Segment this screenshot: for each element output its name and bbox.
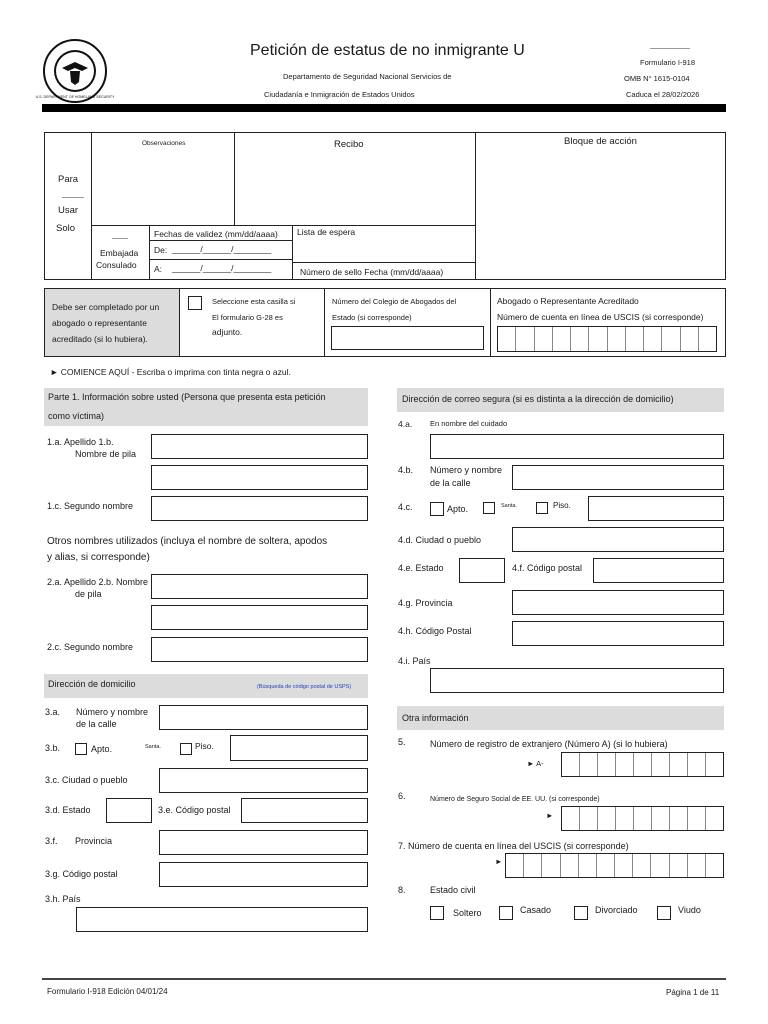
field-2ab-label-2: de pila	[75, 589, 102, 599]
consulado-label: Consulado	[96, 260, 137, 270]
in-care-of-input[interactable]	[430, 434, 724, 459]
single-label: Soltero	[453, 908, 482, 918]
widowed-label: Viudo	[678, 905, 701, 915]
rep-label-1: Abogado o Representante Acreditado	[497, 296, 639, 306]
office-para: Para	[58, 174, 79, 185]
field-1ab-label-1: 1.a. Apellido 1.b.	[47, 437, 114, 447]
rep-uscis-account-input[interactable]	[497, 326, 717, 352]
attorney-intro-2: abogado o representante	[52, 318, 147, 328]
attorney-intro-3: acreditado (si lo hubiera).	[52, 334, 148, 344]
field-3g-label: 3.g. Código postal	[45, 869, 118, 879]
home-state-input[interactable]	[106, 798, 152, 823]
field-6-label: Número de Seguro Social de EE. UU. (si corresponde)	[430, 796, 600, 803]
given-name-input[interactable]	[151, 465, 368, 490]
lista-espera-label: Lista de espera	[297, 227, 356, 237]
other-given-name-input[interactable]	[151, 605, 368, 630]
dept-line-2: Ciudadanía e Inmigración de Estados Unidos	[264, 90, 415, 99]
dept-line-1: Departamento de Seguridad Nacional Servicios de	[283, 72, 452, 81]
field-3f-label: Provincia	[75, 836, 113, 846]
a-label: A:	[154, 264, 163, 274]
recibo-label: Recibo	[334, 139, 364, 150]
married-checkbox[interactable]	[499, 906, 513, 920]
other-names-heading-2: y alias, si corresponde)	[47, 552, 150, 563]
omb-number: OMB N° 1615-0104	[624, 74, 690, 83]
home-street-input[interactable]	[159, 705, 368, 730]
field-4e-label: 4.e. Estado	[398, 563, 444, 573]
form-title: Petición de estatus de no inmigrante U	[250, 42, 525, 59]
uscis-account-input[interactable]	[505, 853, 724, 878]
other-names-heading-1: Otros nombres utilizados (incluya el nombre de soltera, apodos	[47, 536, 328, 547]
field-3f-num: 3.f.	[45, 836, 58, 846]
field-3a-label-2: de la calle	[76, 719, 117, 729]
field-4a-num: 4.a.	[398, 419, 413, 429]
home-zip-input[interactable]	[241, 798, 368, 823]
mailing-state-input[interactable]	[459, 558, 505, 583]
rep-label-2: Número de cuenta en línea de USCIS (si corresponde)	[497, 312, 704, 322]
observaciones-label: Observaciones	[142, 140, 186, 147]
field-4c-num: 4.c.	[398, 502, 413, 512]
embajada-label: Embajada	[100, 248, 139, 258]
mailing-country-input[interactable]	[430, 668, 724, 693]
home-ste-label: Santa.	[145, 744, 161, 750]
g28-checkbox[interactable]	[188, 296, 202, 310]
single-checkbox[interactable]	[430, 906, 444, 920]
field-4b-label-2: de la calle	[430, 478, 471, 488]
office-use-block	[44, 132, 726, 280]
field-5-label: Número de registro de extranjero (Número A) (si lo hubiera)	[430, 739, 668, 749]
mailing-postal-code-input[interactable]	[512, 621, 724, 646]
numero-sello-label: Número de sello Fecha (mm/dd/aaaa)	[300, 267, 444, 277]
bloque-label: Bloque de acción	[564, 136, 637, 147]
mailing-city-input[interactable]	[512, 527, 724, 552]
married-label: Casado	[520, 905, 552, 915]
field-5-num: 5.	[398, 737, 406, 747]
form-number: Formulario I-918	[640, 58, 696, 67]
field-4h-label: 4.h. Código Postal	[398, 626, 472, 636]
other-family-name-input[interactable]	[151, 574, 368, 599]
home-apt-checkbox[interactable]	[75, 743, 87, 755]
dhs-seal	[35, 38, 115, 104]
uscis-account-arrow: ►	[495, 857, 503, 866]
field-3c-label: 3.c. Ciudad o pueblo	[45, 775, 128, 785]
bar-number-input[interactable]	[331, 326, 484, 350]
field-3b-num: 3.b.	[45, 743, 61, 753]
usps-link[interactable]: (Búsqueda de código postal de USPS)	[257, 684, 352, 690]
de-date-slashes: ______/______/________	[172, 244, 272, 254]
other-middle-name-input[interactable]	[151, 637, 368, 662]
ssn-arrow: ►	[546, 811, 554, 820]
divorced-checkbox[interactable]	[574, 906, 588, 920]
fechas-validez-label: Fechas de validez (mm/dd/aaaa)	[154, 229, 278, 239]
home-province-input[interactable]	[159, 830, 368, 855]
mailing-province-input[interactable]	[512, 590, 724, 615]
expiration-date: Caduca el 28/02/2026	[626, 90, 700, 99]
field-3e-label: 3.e. Código postal	[158, 805, 231, 815]
header-thick-rule	[42, 104, 726, 112]
mailing-apt-checkbox[interactable]	[430, 502, 444, 516]
de-label: De:	[154, 245, 168, 255]
a-number-input[interactable]	[561, 752, 724, 777]
g28-text-3: adjunto.	[212, 327, 243, 337]
home-postal-code-input[interactable]	[159, 862, 368, 887]
mailing-apt-label: Apto.	[447, 504, 469, 514]
home-unit-number-input[interactable]	[230, 735, 368, 761]
header-small-rule	[650, 48, 690, 49]
start-here-instruction: ► COMIENCE AQUÍ - Escriba o imprima con tinta negra o azul.	[50, 367, 291, 377]
home-country-input[interactable]	[76, 907, 368, 932]
field-6-num: 6.	[398, 791, 406, 801]
mailing-ste-checkbox[interactable]	[483, 502, 495, 514]
field-1c-label: 1.c. Segundo nombre	[47, 501, 134, 511]
attorney-intro-1: Debe ser completado por un	[52, 302, 160, 312]
field-2c-label: 2.c. Segundo nombre	[47, 642, 134, 652]
office-solo: Solo	[56, 223, 76, 234]
part1-heading-1: Parte 1. Información sobre usted (Persona que presenta esta petición	[48, 392, 326, 402]
field-4b-num: 4.b.	[398, 465, 414, 475]
field-4i-label: 4.i. País	[398, 656, 431, 666]
ssn-input[interactable]	[561, 806, 724, 831]
a-date-slashes: ______/______/________	[172, 263, 272, 273]
field-2ab-label-1: 2.a. Apellido 2.b. Nombre	[47, 577, 149, 587]
bar-number-label-1: Número del Colegio de Abogados del	[332, 297, 457, 306]
mailing-flr-label: Piso.	[553, 501, 571, 510]
field-7-label: 7. Número de cuenta en línea del USCIS (si corresponde)	[398, 841, 629, 851]
field-1ab-label-2: Nombre de pila	[75, 449, 137, 459]
field-4a-label: En nombre del cuidado	[430, 419, 508, 428]
mailing-heading: Dirección de correo segura (si es distinta a la dirección de domicilio)	[402, 394, 674, 404]
field-4g-label: 4.g. Provincia	[398, 598, 453, 608]
mailing-flr-checkbox[interactable]	[536, 502, 548, 514]
mailing-street-input[interactable]	[512, 465, 724, 490]
field-8-num: 8.	[398, 885, 406, 895]
field-3d-label: 3.d. Estado	[45, 805, 91, 815]
home-address-heading: Dirección de domicilio	[48, 679, 136, 689]
family-name-input[interactable]	[151, 434, 368, 459]
field-3h-label: 3.h. País	[45, 894, 81, 904]
field-4f-label: 4.f. Código postal	[512, 563, 583, 573]
mailing-zip-input[interactable]	[593, 558, 724, 583]
footer-page: Página 1 de 11	[666, 988, 720, 997]
footer-edition: Formulario I-918 Edición 04/01/24	[47, 987, 168, 996]
mailing-ste-label: Santa.	[501, 503, 517, 509]
field-4b-label-1: Número y nombre	[430, 465, 503, 475]
footer-rule	[42, 978, 726, 980]
home-flr-label: Piso.	[195, 741, 214, 751]
office-usar: Usar	[58, 205, 79, 216]
home-apt-label: Apto.	[91, 744, 113, 754]
field-8-label: Estado civil	[430, 885, 476, 895]
a-number-prefix: ► A-	[527, 759, 544, 768]
g28-text-2: El formulario G-28 es	[212, 313, 283, 322]
g28-text-1: Seleccione esta casilla si	[212, 297, 296, 306]
field-3a-label-1: Número y nombre	[76, 707, 149, 717]
mailing-unit-number-input[interactable]	[588, 496, 724, 521]
divorced-label: Divorciado	[595, 905, 638, 915]
part1-heading-2: como víctima)	[48, 411, 105, 421]
middle-name-input[interactable]	[151, 496, 368, 521]
home-city-input[interactable]	[159, 768, 368, 793]
widowed-checkbox[interactable]	[657, 906, 671, 920]
seal-lettering: U.S. DEPARTMENT OF HOMELAND SECURITY	[35, 95, 115, 99]
other-info-heading: Otra información	[402, 713, 469, 723]
home-ste-checkbox[interactable]	[180, 743, 192, 755]
bar-number-label-2: Estado (si corresponde)	[332, 313, 412, 322]
field-4d-label: 4.d. Ciudad o pueblo	[398, 535, 482, 545]
field-3a-num: 3.a.	[45, 707, 61, 717]
